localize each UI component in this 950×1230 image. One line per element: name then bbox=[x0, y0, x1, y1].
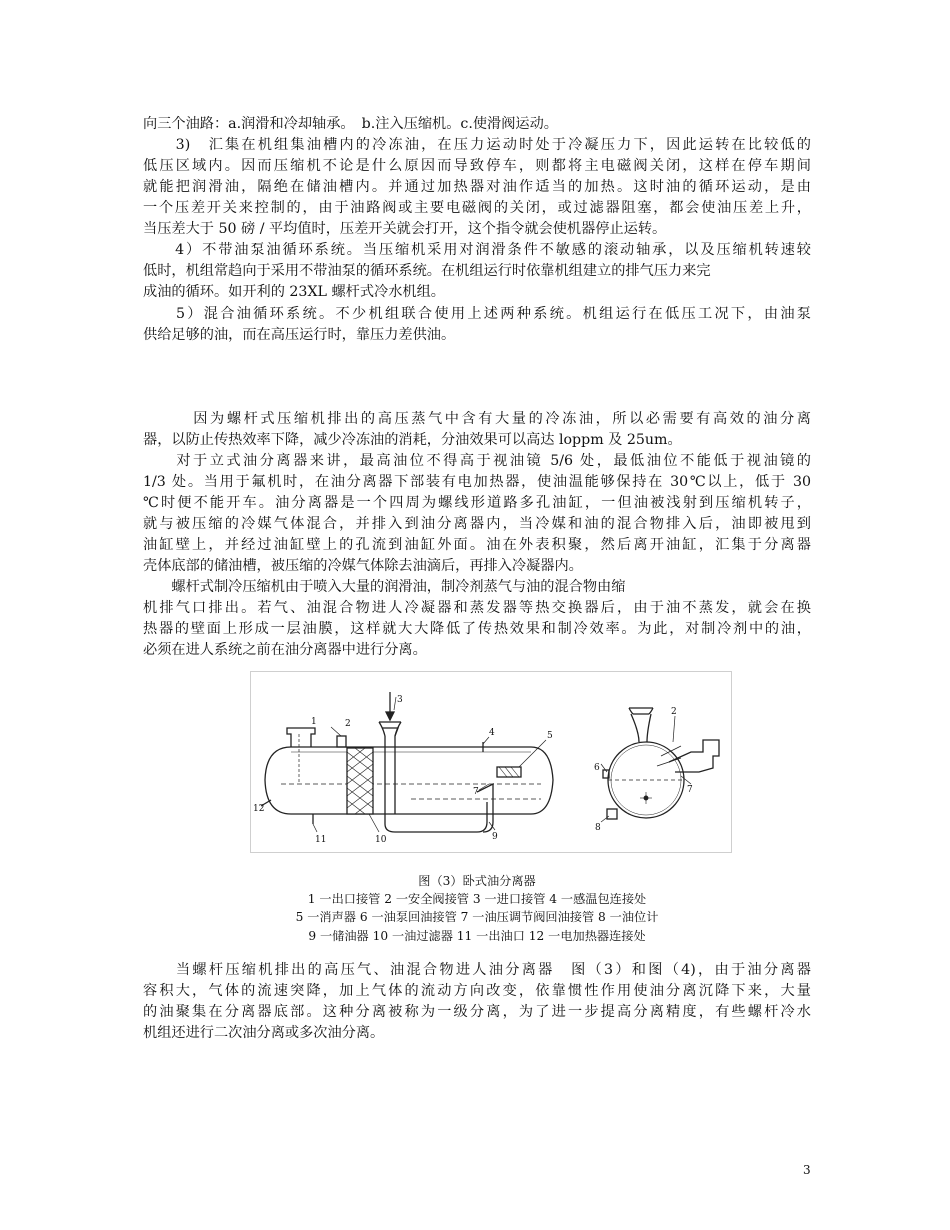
label-3: 3 bbox=[397, 695, 403, 705]
text-line: 器，以防止传热效率下降，减少冷冻油的消耗，分油效果可以高达 loppm 及 25um。 bbox=[143, 432, 682, 449]
text-line: 机组还进行二次油分离或多次油分离。 bbox=[143, 1025, 385, 1042]
text-line: 当螺杆压缩机排出的高压气、油混合物进人油分离器 图（3）和图（4)，由于油分离器 bbox=[143, 962, 811, 978]
text-line: 当压差大于 50 磅 / 平均值时，压差开关就会打开，这个指令就会使机器停止运转。 bbox=[143, 221, 667, 238]
label-5: 5 bbox=[547, 731, 553, 741]
paragraph-oil-separator-intro bbox=[143, 409, 811, 451]
text-line: 就能把润滑油，隔绝在储油槽内。并通过加热器对油作适当的加热。这时油的循环运动，是由 bbox=[143, 179, 811, 196]
paragraph-oil-routes bbox=[143, 114, 811, 135]
label-7-end-view: 7 bbox=[687, 785, 693, 795]
separator-diagram bbox=[251, 672, 731, 852]
figure-caption bbox=[143, 872, 811, 945]
label-12: 12 bbox=[253, 804, 265, 814]
paragraph-separation-process bbox=[143, 960, 811, 1044]
text-line: 壳体底部的储油槽，被压缩的冷媒气体除去油滴后，再排入冷凝器内。 bbox=[143, 558, 583, 575]
label-2-end-view: 2 bbox=[671, 707, 677, 717]
text-line: 1/3 处。当用于氟机时，在油分离器下部装有电加热器，使油温能够保持在 30℃以上，低于 30 bbox=[143, 474, 811, 491]
text-line: 成油的循环。如开利的 23XL 螺杆式冷水机组。 bbox=[143, 284, 445, 301]
text-line: 低压区域内。因而压缩机不论是什么原因而导致停车，则都将主电磁阀关闭，这样在停车期间 bbox=[143, 158, 811, 175]
text-line: 3) 汇集在机组集油槽内的冷冻油，在压力运动时处于冷凝压力下，因此运转在比较低的 bbox=[143, 137, 811, 153]
text-line: 低时，机组常趋向于采用不带油泵的循环系统。在机组运行时依靠机组建立的排气压力来完 bbox=[143, 263, 711, 280]
text-line: 5）混合油循环系统。不少机组联合使用上述两种系统。机组运行在低压工况下，由油泵 bbox=[143, 306, 811, 322]
caption-line: 5 一消声器 6 一油泵回油接管 7 一油压调节阀回油接管 8 一油位计 bbox=[295, 910, 659, 925]
text-line: 必须在进人系统之前在油分离器中进行分离。 bbox=[143, 642, 427, 659]
text-line: 向三个油路：a.润滑和冷却轴承。 b.注入压缩机。c.使滑阀运动。 bbox=[143, 116, 558, 132]
text-line: 供给足够的油，而在高压运行时，靠压力差供油。 bbox=[143, 327, 456, 344]
label-2: 2 bbox=[345, 719, 351, 729]
text-line: 一个压差开关来控制的，由于油路阀或主要电磁阀的关闭，或过滤器阻塞，都会使油压差上升， bbox=[143, 200, 811, 217]
paragraph-vertical-separator bbox=[143, 451, 811, 578]
label-8: 8 bbox=[595, 823, 601, 833]
text-line: 因为螺杆式压缩机排出的高压蒸气中含有大量的冷冻油，所以必需要有高效的油分离 bbox=[143, 411, 811, 427]
caption-line: 1 一出口接管 2 一安全阀接管 3 一进口接管 4 一感温包连接处 bbox=[307, 892, 647, 907]
text-line: 油缸壁上，并经过油缸壁上的孔流到油缸外面。油在外表积聚，然后离开油缸，汇集于分离器 bbox=[143, 537, 811, 554]
text-line: 对于立式油分离器来讲，最高油位不得高于视油镜 5/6 处，最低油位不能低于视油镜的 bbox=[143, 453, 811, 469]
figure-horizontal-oil-separator bbox=[250, 671, 732, 853]
paragraph-item-4 bbox=[143, 240, 811, 303]
text-line: 机排气口排出。若气、油混合物进人冷凝器和蒸发器等热交换器后，由于油不蒸发，就会在换 bbox=[143, 600, 811, 617]
text-line: 4）不带油泵油循环系统。当压缩机采用对润滑条件不敏感的滚动轴承，以及压缩机转速较 bbox=[143, 242, 811, 258]
text-line: 容积大，气体的流速突降，加上气体的流动方向改变，依靠惯性作用使油分离沉降下来，大量 bbox=[143, 983, 811, 1000]
text-line: 热器的壁面上形成一层油膜，这样就大大降低了传热效果和制冷效率。为此，对制冷剂中的油， bbox=[143, 621, 811, 638]
label-11: 11 bbox=[315, 835, 327, 845]
paragraph-item-3 bbox=[143, 135, 811, 240]
paragraph-screw-compressor bbox=[143, 577, 811, 661]
label-6: 6 bbox=[594, 763, 600, 773]
label-4: 4 bbox=[489, 728, 495, 738]
paragraph-item-5 bbox=[143, 304, 811, 346]
caption-title: 图（3）卧式油分离器 bbox=[418, 874, 536, 888]
label-9: 9 bbox=[492, 832, 498, 842]
label-7: 7 bbox=[473, 787, 479, 797]
text-line: 螺杆式制冷压缩机由于喷入大量的润滑油，制冷剂蒸气与油的混合物由缩 bbox=[143, 579, 626, 595]
page-number: 3 bbox=[803, 1163, 811, 1177]
label-1: 1 bbox=[311, 717, 317, 727]
text-line: 就与被压缩的冷媒气体混合，并排入到油分离器内，当冷媒和油的混合物排入后，油即被甩到 bbox=[143, 516, 811, 533]
text-line: 的油聚集在分离器底部。这种分离被称为一级分离，为了进一步提高分离精度，有些螺杆冷水 bbox=[143, 1004, 811, 1021]
caption-line: 9 一储油器 10 一油过滤器 11 一出油口 12 一电加热器连接处 bbox=[308, 928, 646, 943]
label-10: 10 bbox=[375, 835, 387, 845]
text-line: ℃时便不能开车。油分离器是一个四周为螺线形道路多孔油缸，一但油被浅射到压缩机转子， bbox=[143, 495, 811, 512]
